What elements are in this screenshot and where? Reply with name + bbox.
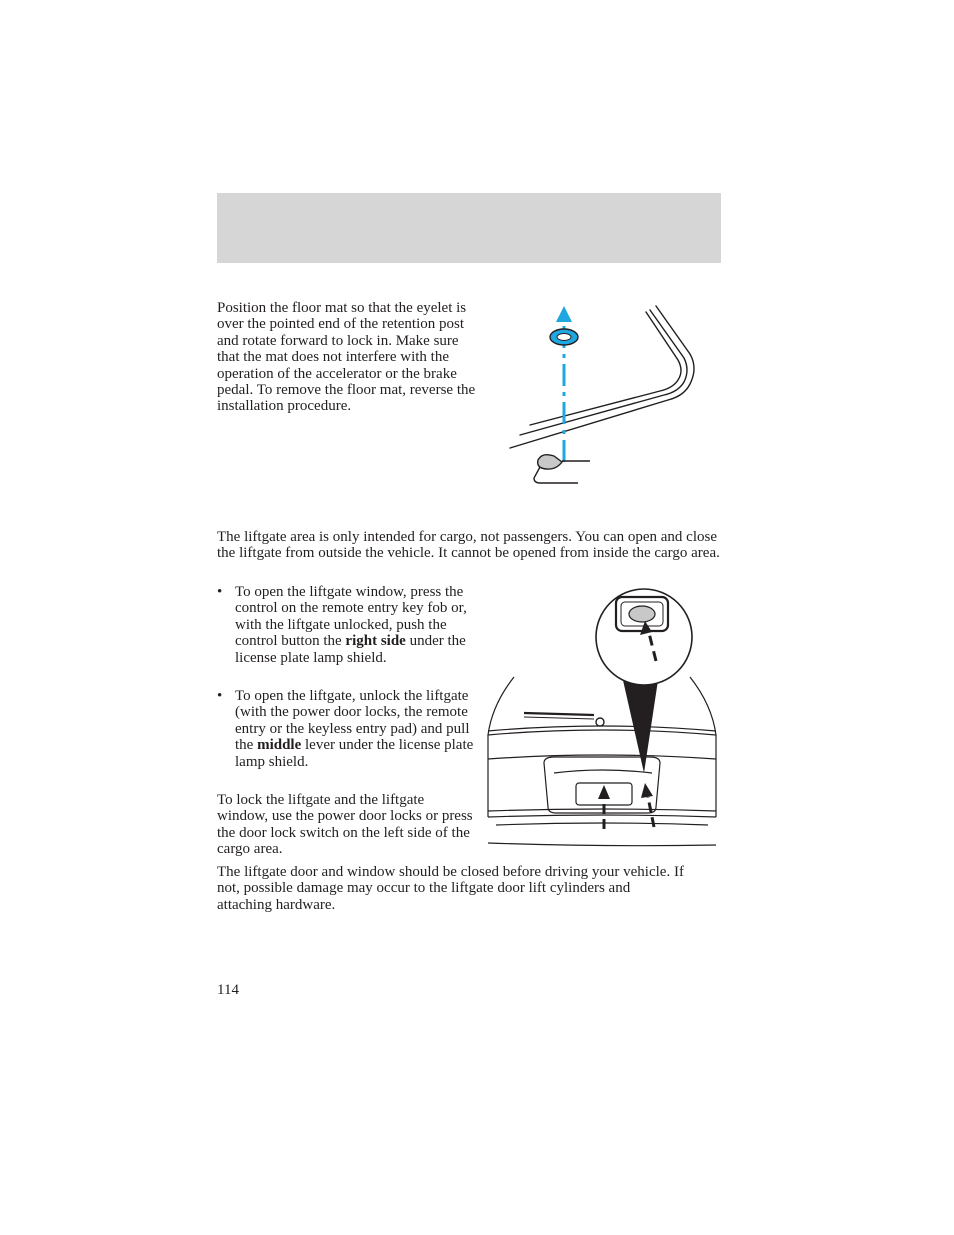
liftgate-close-warning: The liftgate door and window should be closed before driving your vehicle. If not, possible damage may occur to the liftgate door lift cylinders and attaching hardware.: [217, 864, 684, 913]
bullet-text: under the license plate lamp shield.: [235, 633, 466, 666]
wiper-pivot-icon: [596, 718, 604, 726]
bullet-marker: •: [217, 584, 223, 600]
arrow-up-icon: [598, 785, 610, 799]
liftgate-controls-illustration: [484, 585, 720, 855]
section-header-band: [217, 193, 721, 263]
liftgate-intro: The liftgate area is only intended for cargo, not passengers. You can open and close the liftgate from outside the vehicle. It cannot be opened from inside the cargo area.: [217, 529, 720, 562]
retention-post-icon: [538, 455, 562, 469]
list-item: [217, 584, 479, 666]
bullet-emphasis: right side: [345, 633, 406, 650]
bullet-text: lever under the license plate lamp shield.: [235, 737, 474, 770]
bullet-text: To open the liftgate window, press the control on the remote entry key fob or, with the liftgate unlocked, push the control button the: [235, 584, 467, 650]
list-item: [217, 688, 479, 770]
page-number: 114: [217, 982, 239, 998]
bullet-text: To open the liftgate, unlock the liftgate (with the power door locks, the remote entry or the keyless entry pad) and pull the: [235, 688, 470, 754]
bullet-marker: •: [217, 688, 223, 704]
floor-mat-retention-illustration: [500, 300, 710, 490]
bullet-emphasis: middle: [257, 737, 302, 754]
liftgate-lock-instructions: To lock the liftgate and the liftgate window, use the power door locks or press the door lock switch on the left side of the cargo area.: [217, 792, 473, 858]
arrow-up-icon: [641, 783, 653, 798]
floor-mat-instructions: Position the floor mat so that the eyelet is over the pointed end of the retention post and rotate forward to lock in. Make sure that the mat does not interfere with the operation of the accelerator or the brake pedal. To remove the floor mat, reverse the installation procedure.: [217, 300, 476, 415]
arrow-up-icon: [556, 306, 572, 322]
